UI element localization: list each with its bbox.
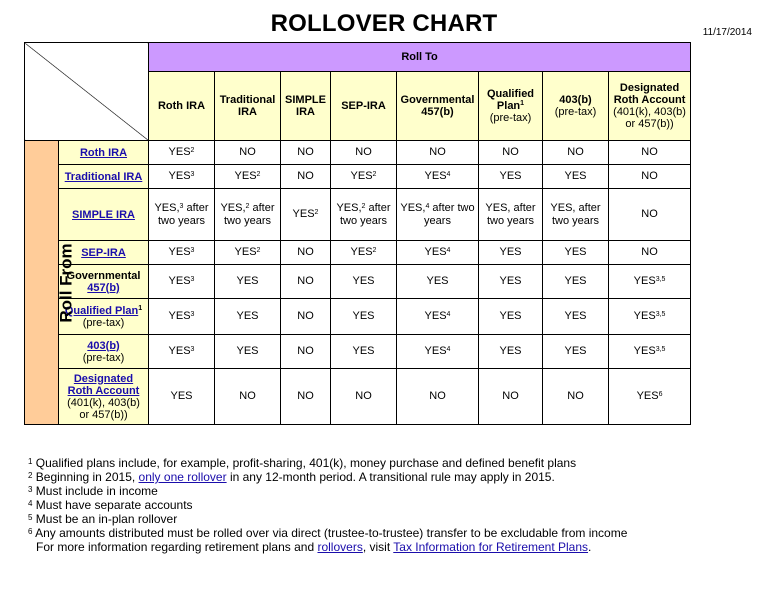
only-one-rollover-link[interactable]: only one rollover (138, 470, 227, 484)
table-cell (149, 299, 215, 335)
table-cell (543, 189, 609, 241)
column-header-3 (281, 72, 331, 141)
cell-value: YES (633, 310, 656, 322)
roll-from-header (25, 141, 76, 425)
row-header-link[interactable]: Designated Roth Account (67, 372, 140, 397)
table-row (25, 299, 691, 335)
footnote-1 (28, 456, 748, 470)
table-cell (331, 369, 397, 425)
footnote-text: Qualified plans include, for example, profit-sharing, 401(k), money purchase and defined benefit plans (32, 456, 577, 470)
cell-value: YES, (400, 201, 426, 214)
cell-value: YES (499, 345, 522, 357)
cell-value: YES (499, 170, 522, 182)
superscript-note-ref: 4 (28, 499, 33, 508)
cell-value: NO (641, 246, 658, 258)
more-info-text: For more information regarding retirement plans and (36, 540, 318, 554)
superscript-note-ref: 5 (28, 513, 33, 522)
table-cell (479, 241, 543, 265)
cell-value: YES (168, 170, 191, 182)
superscript-note-ref: 3 (190, 346, 195, 353)
table-cell (479, 141, 543, 165)
footnote-4 (28, 498, 748, 512)
table-cell (397, 141, 479, 165)
table-cell (609, 299, 691, 335)
cell-value: NO (297, 146, 314, 158)
row-header-link[interactable]: Qualified Plan (64, 304, 139, 317)
cell-value: YES, after two years (485, 201, 536, 227)
table-cell (543, 299, 609, 335)
cell-value: YES (564, 345, 587, 357)
table-cell (543, 265, 609, 299)
cell-value: YES (426, 275, 449, 287)
cell-value: YES (168, 246, 191, 258)
table-cell (479, 299, 543, 335)
cell-value: YES, (220, 201, 246, 214)
footnote-text: Any amounts distributed must be rolled over via direct (trustee-to-trustee) transfer to be excludable from income (32, 526, 628, 540)
table-cell (215, 141, 281, 165)
more-info-line (28, 540, 748, 554)
cell-value: NO (239, 390, 256, 402)
roll-from-label: Roll From (56, 242, 76, 323)
row-header-2 (59, 165, 149, 189)
superscript-note-ref: 3 (190, 171, 195, 178)
rollovers-link[interactable]: rollovers (317, 540, 363, 554)
cell-value: YES (499, 275, 522, 287)
column-header-label: SEP-IRA (341, 100, 386, 112)
table-cell (149, 265, 215, 299)
cell-qualifier: after two years (339, 201, 391, 227)
superscript-note-ref: 2 (372, 247, 377, 254)
cell-value: YES (424, 345, 447, 357)
cell-value: NO (567, 390, 584, 402)
cell-value: NO (502, 390, 519, 402)
roll-to-header: Roll To (149, 43, 691, 72)
cell-value: YES (168, 310, 191, 322)
table-row (25, 241, 691, 265)
table-row (25, 369, 691, 425)
table-cell (397, 299, 479, 335)
column-header-2 (215, 72, 281, 141)
column-header-label: Governmental 457(b) (400, 94, 475, 118)
superscript-note-ref: 4 (425, 202, 430, 210)
cell-value: NO (641, 170, 658, 182)
superscript-note-ref: 4 (446, 171, 451, 178)
superscript-note-ref: 3,5 (655, 276, 666, 283)
cell-value: YES (633, 275, 656, 287)
table-cell (543, 369, 609, 425)
cell-value: YES, after two years (550, 201, 601, 227)
table-cell (281, 299, 331, 335)
cell-value: NO (297, 246, 314, 258)
table-cell (609, 189, 691, 241)
cell-value: YES (424, 310, 447, 322)
column-header-label: 403(b) (559, 94, 592, 106)
column-header-label: Roth IRA (157, 100, 206, 112)
row-header-sub: (401(k), 403(b) or 457(b)) (67, 396, 140, 421)
table-cell (215, 369, 281, 425)
superscript-note-ref: 3 (190, 247, 195, 254)
more-info-text: . (588, 540, 592, 554)
column-header-7 (543, 72, 609, 141)
superscript-note-ref: 2 (361, 202, 366, 210)
cell-value: YES (499, 246, 522, 258)
cell-qualifier: after two years (157, 201, 209, 227)
table-cell (331, 299, 397, 335)
cell-value: NO (641, 208, 658, 220)
footnote-text: Must have separate accounts (32, 498, 193, 512)
cell-value: YES (292, 208, 315, 220)
table-cell (281, 265, 331, 299)
cell-value: NO (429, 390, 446, 402)
cell-value: YES (168, 345, 191, 357)
cell-value: YES (499, 310, 522, 322)
table-cell (281, 165, 331, 189)
column-header-label: SIMPLE IRA (285, 94, 326, 118)
column-header-8 (609, 72, 691, 141)
superscript-note-ref: 1 (520, 100, 525, 107)
cell-value: NO (239, 146, 256, 158)
row-header-sub: (pre-tax) (82, 351, 125, 364)
row-header-3 (59, 189, 149, 241)
cell-value: YES (564, 275, 587, 287)
table-cell (397, 335, 479, 369)
footnotes (28, 456, 748, 554)
cell-value: NO (297, 170, 314, 182)
table-cell (215, 299, 281, 335)
cell-value: NO (355, 390, 372, 402)
row-header-sub: (pre-tax) (82, 316, 125, 329)
row-header-link[interactable]: SEP-IRA (81, 246, 126, 259)
column-header-6 (479, 72, 543, 141)
row-header-link[interactable]: 457(b) (87, 281, 120, 294)
table-cell (543, 141, 609, 165)
cell-value: NO (567, 146, 584, 158)
table-cell (215, 165, 281, 189)
table-cell (479, 165, 543, 189)
cell-value: YES (168, 275, 191, 287)
column-header-5 (397, 72, 479, 141)
table-cell (149, 241, 215, 265)
superscript-note-ref: 6 (28, 527, 33, 536)
superscript-note-ref: 1 (138, 304, 143, 312)
more-info-text: , visit (362, 540, 394, 554)
table-cell (543, 165, 609, 189)
row-header-link[interactable]: SIMPLE IRA (72, 208, 135, 221)
table-cell (331, 265, 397, 299)
cell-value: NO (297, 275, 314, 287)
footnote-text: Beginning in 2015, (32, 470, 139, 484)
cell-value: YES (564, 170, 587, 182)
superscript-note-ref: 2 (372, 171, 377, 178)
table-cell (397, 165, 479, 189)
table-row (25, 165, 691, 189)
table-cell (609, 335, 691, 369)
table-cell (215, 265, 281, 299)
table-cell (397, 369, 479, 425)
superscript-note-ref: 3,5 (655, 311, 666, 318)
row-header-8 (59, 369, 149, 425)
superscript-note-ref: 2 (190, 147, 195, 154)
superscript-note-ref: 2 (28, 471, 33, 480)
table-cell (479, 335, 543, 369)
table-cell (543, 241, 609, 265)
table-cell (479, 265, 543, 299)
row-header-link[interactable]: 403(b) (87, 339, 120, 352)
table-cell (281, 189, 331, 241)
superscript-note-ref: 3 (190, 276, 195, 283)
cell-value: YES (424, 246, 447, 258)
footnote-3 (28, 484, 748, 498)
column-header-label: Designated Roth Account (613, 82, 686, 106)
table-row (25, 265, 691, 299)
table-cell (149, 165, 215, 189)
corner-cell (25, 43, 149, 141)
table-cell (543, 335, 609, 369)
superscript-note-ref: 4 (446, 311, 451, 318)
cell-value: YES, (154, 201, 180, 214)
column-header-label: Traditional IRA (219, 94, 276, 118)
superscript-note-ref: 2 (256, 171, 261, 178)
table-cell (281, 241, 331, 265)
superscript-note-ref: 6 (658, 391, 663, 398)
table-cell (479, 369, 543, 425)
column-header-label: Qualified Plan (486, 88, 535, 112)
cell-qualifier: after two years (223, 201, 275, 227)
cell-value: YES (236, 310, 259, 322)
table-cell (609, 265, 691, 299)
column-header-sub: (pre-tax) (489, 112, 532, 124)
table-cell (609, 241, 691, 265)
footnote-text: in any 12-month period. A transitional rule may apply in 2015. (226, 470, 555, 484)
table-cell (479, 189, 543, 241)
cell-value: YES (234, 170, 257, 182)
table-cell (215, 189, 281, 241)
column-header-sub: (pre-tax) (554, 106, 597, 118)
superscript-note-ref: 1 (28, 457, 33, 466)
cell-value: YES (564, 310, 587, 322)
table-cell (215, 335, 281, 369)
cell-value: YES (170, 390, 193, 402)
row-header-link[interactable]: Traditional IRA (64, 170, 143, 183)
cell-value: YES (636, 390, 659, 402)
cell-value: NO (429, 146, 446, 158)
superscript-note-ref: 2 (314, 209, 319, 216)
table-cell (331, 335, 397, 369)
document-date: 11/17/2014 (702, 27, 752, 38)
cell-value: NO (502, 146, 519, 158)
table-cell (149, 141, 215, 165)
footnote-2 (28, 470, 748, 484)
cell-qualifier: after two years (424, 201, 475, 227)
cell-value: NO (297, 390, 314, 402)
table-cell (609, 165, 691, 189)
cell-value: NO (297, 310, 314, 322)
superscript-note-ref: 4 (446, 247, 451, 254)
cell-value: YES (424, 170, 447, 182)
footnote-5 (28, 512, 748, 526)
table-cell (609, 369, 691, 425)
superscript-note-ref: 3,5 (655, 346, 666, 353)
row-header-7 (59, 335, 149, 369)
cell-value: YES (352, 345, 375, 357)
cell-value: YES (234, 246, 257, 258)
rollover-chart-table (24, 42, 691, 425)
table-row (25, 189, 691, 241)
table-cell (331, 165, 397, 189)
table-cell (397, 265, 479, 299)
footnote-text: Must be an in-plan rollover (32, 512, 178, 526)
table-cell (331, 189, 397, 241)
column-header-sub: (401(k), 403(b) or 457(b)) (613, 106, 686, 130)
cell-value: YES (352, 310, 375, 322)
cell-value: YES (168, 146, 191, 158)
table-cell (609, 141, 691, 165)
superscript-note-ref: 3 (28, 485, 33, 494)
tax-info-retirement-plans-link[interactable]: Tax Information for Retirement Plans (393, 540, 589, 554)
cell-value: YES (350, 246, 373, 258)
superscript-note-ref: 3 (190, 311, 195, 318)
cell-value: YES, (336, 201, 362, 214)
page-title: ROLLOVER CHART (270, 10, 498, 37)
column-header-1 (149, 72, 215, 141)
row-header-link[interactable]: Roth IRA (79, 146, 128, 159)
table-cell (397, 189, 479, 241)
table-cell (215, 241, 281, 265)
cell-value: NO (641, 146, 658, 158)
table-cell (149, 335, 215, 369)
cell-value: YES (350, 170, 373, 182)
table-row (25, 141, 691, 165)
column-header-4 (331, 72, 397, 141)
table-cell (331, 241, 397, 265)
table-cell (397, 241, 479, 265)
table-cell (281, 369, 331, 425)
row-header-1 (59, 141, 149, 165)
cell-value: NO (297, 345, 314, 357)
superscript-note-ref: 2 (245, 202, 250, 210)
cell-value: YES (236, 345, 259, 357)
footnote-6 (28, 526, 748, 540)
superscript-note-ref: 4 (446, 346, 451, 353)
cell-value: YES (236, 275, 259, 287)
cell-value: YES (352, 275, 375, 287)
table-cell (149, 189, 215, 241)
table-row (25, 335, 691, 369)
row-header-label: Governmental (66, 269, 141, 282)
table-cell (281, 141, 331, 165)
superscript-note-ref: 2 (256, 247, 261, 254)
cell-value: YES (564, 246, 587, 258)
table-cell (281, 335, 331, 369)
footnote-text: Must include in income (32, 484, 158, 498)
cell-value: NO (355, 146, 372, 158)
table-cell (331, 141, 397, 165)
table-cell (149, 369, 215, 425)
superscript-note-ref: 3 (179, 202, 184, 210)
cell-value: YES (633, 345, 656, 357)
